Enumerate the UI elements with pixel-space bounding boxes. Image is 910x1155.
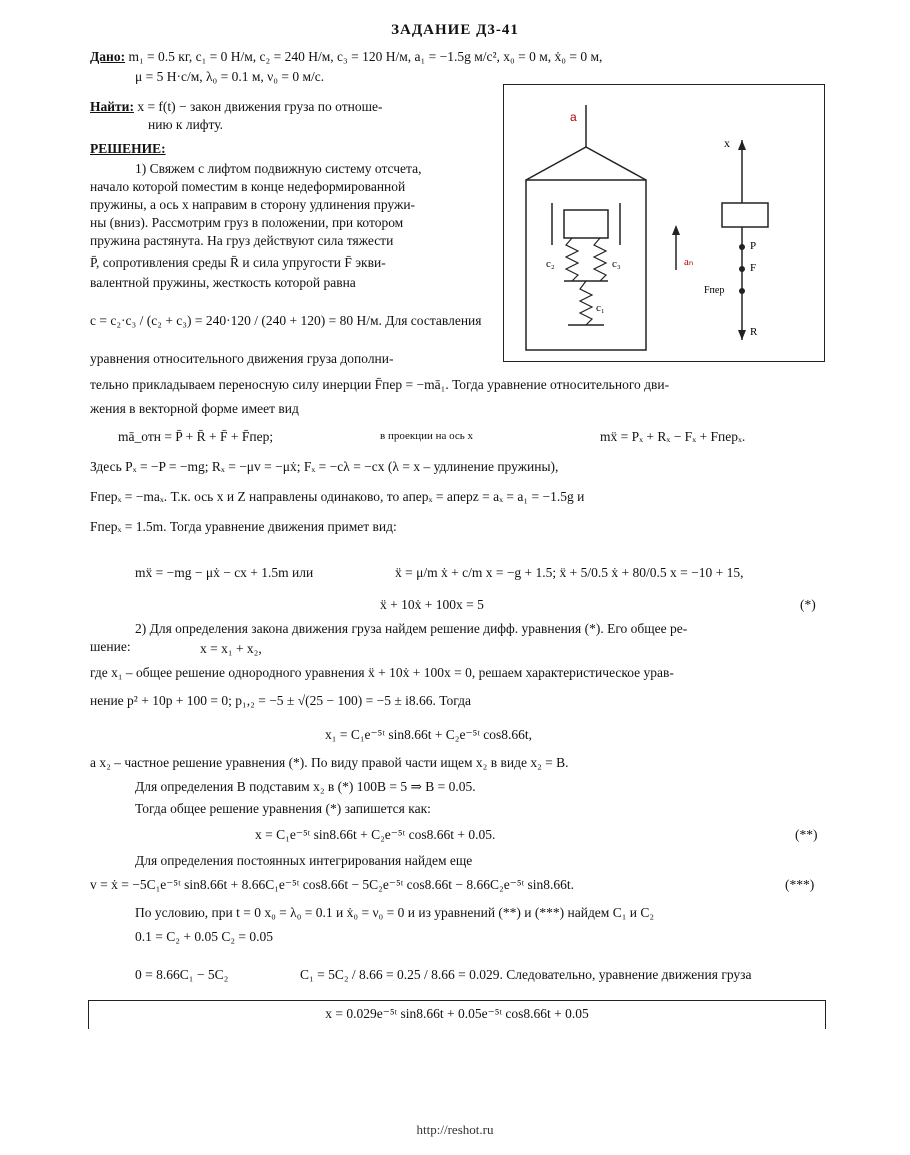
text-line: 1) Свяжем с лифтом подвижную систему отсчета, (135, 161, 422, 176)
eq-general-mark: (**) (795, 827, 818, 842)
eq-c1-right: C₁ = 5C₂ / 8.66 = 0.25 / 8.66 = 0.029. Следовательно, уравнение движения груза (300, 967, 752, 982)
eq-v-mark: (***) (785, 877, 815, 892)
text-line: шение: (90, 639, 131, 654)
text-line: Для определения постоянных интегрирования найдем еще (135, 853, 473, 868)
text-line: тельно прикладываем переносную силу инерции F̄пер = −mā₁. Тогда уравнение относительного дви- (90, 377, 670, 392)
text-line: c = c₂·c₃ / (c₂ + c₃) = 240·120 / (240 + 120) = 80 Н/м. Для составления (90, 313, 482, 328)
given-label: Дано: (90, 49, 126, 64)
find-line-1 (90, 98, 490, 115)
eq-c1-left: 0 = 8.66C₁ − 5C₂ (135, 967, 229, 982)
given-text-1: m₁ = 0.5 кг, c₁ = 0 Н/м, c₂ = 240 Н/м, c₃ = 120 Н/м, a₁ = −1.5g м/с², x₀ = 0 м, ẋ₀ = 0 м, (128, 49, 603, 64)
page-title: ЗАДАНИЕ Д3-41 (391, 22, 519, 38)
text-line: Здесь Pₓ = −P = −mg; Rₓ = −μv = −μẋ; Fₓ = −cλ = −cx (λ = x – удлинение пружины), (90, 459, 559, 474)
text-line: 2) Для определения закона движения груза найдем решение дифф. уравнения (*). Его общее ре- (135, 621, 688, 636)
text-line: уравнения относительного движения груза дополни- (90, 351, 394, 366)
text-line: v = ẋ = −5C₁e⁻⁵ᵗ sin8.66t + 8.66C₁e⁻⁵ᵗ cos8.66t − 5C₂e⁻⁵ᵗ cos8.66t − 8.66C₂e⁻⁵ᵗ sin8.66t. (90, 877, 575, 892)
eq-vector: mā_отн = P̄ + R̄ + F̄ + F̄пер; (118, 429, 274, 444)
solution-label: РЕШЕНИЕ: (90, 141, 166, 156)
given-line-1 (90, 48, 830, 65)
text-line: Для определения B подставим x₂ в (*) 100B = 5 ⇒ B = 0.05. (135, 779, 476, 794)
label-an: aₙ (684, 256, 694, 268)
footer-url: http://reshot.ru (416, 1122, 494, 1137)
text-line: валентной пружины, жесткость которой равна (90, 275, 356, 290)
text-line: начало которой поместим в конце недеформированной (90, 179, 406, 194)
answer-box (88, 1000, 826, 1029)
text-line: Fперₓ = −maₓ. Т.к. ось x и Z направлены одинаково, то aперₓ = aперz = aₓ = a₁ = −1.5g и (90, 489, 585, 504)
text-line: ны (вниз). Рассмотрим груз в положении, при котором (90, 215, 404, 230)
text-line: Тогда общее решение уравнения (*) запишется как: (135, 801, 431, 816)
text-line: а x₂ – частное решение уравнения (*). По виду правой части ищем x₂ в виде x₂ = B. (90, 755, 569, 770)
text-line: 0.1 = C₂ + 0.05 C₂ = 0.05 (135, 929, 274, 944)
text-line: По условию, при t = 0 x₀ = λ₀ = 0.1 и ẋ₀ = ν₀ = 0 и из уравнений (**) и (***) найдем C₁ и C₂ (135, 905, 655, 920)
find-text-1: x = f(t) − закон движения груза по отноше- (137, 99, 383, 114)
label-c1: c₁ (596, 302, 605, 314)
label-R: R (750, 326, 758, 338)
eq-general: x = C₁e⁻⁵ᵗ sin8.66t + C₂e⁻⁵ᵗ cos8.66t + 0.05. (255, 827, 496, 842)
label-c2: c₂ (546, 258, 555, 270)
eq-motion-right: ẍ = μ/m ẋ + c/m x = −g + 1.5; ẍ + 5/0.5 ẋ + 80/0.5 x = −10 + 15, (395, 565, 744, 580)
text-line: жения в векторной форме имеет вид (90, 401, 299, 416)
label-F: F (750, 262, 757, 274)
label-a: a (570, 110, 577, 124)
eq-projection-label: в проекции на ось x (380, 430, 474, 442)
label-P: P (750, 240, 757, 252)
eq-motion-left: mẍ = −mg − μẋ − cx + 1.5m или (135, 565, 314, 580)
text-line: Fперₓ = 1.5m. Тогда уравнение движения примет вид: (90, 519, 397, 534)
label-c3: c₃ (612, 258, 621, 270)
eq-motion-mark: (*) (800, 597, 816, 612)
text-line: P̄, сопротивления среды R̄ и сила упругости F̄ экви- (90, 255, 386, 270)
eq-x-sum: x = x₁ + x₂, (200, 641, 262, 656)
text-line: пружины, а ось x направим в сторону удлинения пружи- (90, 197, 416, 212)
text-line: пружина растянута. На груз действуют сила тяжести (90, 233, 394, 248)
given-text-2: μ = 5 Н·с/м, λ₀ = 0.1 м, ν₀ = 0 м/с. (135, 69, 325, 84)
eq-projection: mẍ = Pₓ + Rₓ − Fₓ + Fперₓ. (600, 429, 746, 444)
text-line: где x₁ – общее решение однородного уравнения ẍ + 10ẋ + 100x = 0, решаем характеристическое урав- (90, 665, 674, 680)
text-line: нение p² + 10p + 100 = 0; p₁,₂ = −5 ± √(25 − 100) = −5 ± i8.66. Тогда (90, 693, 471, 708)
find-label: Найти: (90, 99, 134, 114)
mechanism-diagram (504, 85, 824, 361)
eq-x1: x₁ = C₁e⁻⁵ᵗ sin8.66t + C₂e⁻⁵ᵗ cos8.66t, (325, 727, 533, 742)
figure-box (503, 84, 825, 362)
label-Fper: Fпер (704, 285, 725, 296)
answer-equation: x = 0.029e⁻⁵ᵗ sin8.66t + 0.05e⁻⁵ᵗ cos8.66t + 0.05 (325, 1006, 589, 1021)
find-text-2: нию к лифту. (148, 117, 224, 132)
label-x: x (724, 136, 730, 150)
eq-motion-final: ẍ + 10ẋ + 100x = 5 (380, 597, 484, 612)
